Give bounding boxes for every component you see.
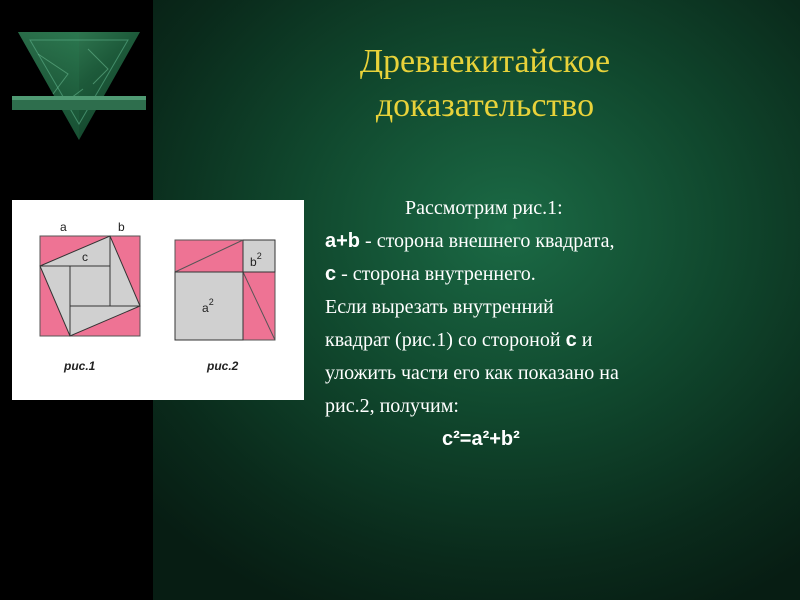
figure-panel: [12, 200, 304, 400]
text-line-5: [325, 324, 795, 357]
text-line-2-rest: - сторона внешнего квадрата,: [360, 230, 615, 252]
fig1-label-a: a: [60, 220, 67, 234]
fig2-caption: рис.2: [207, 359, 239, 373]
text-line-3-rest: - сторона внутреннего.: [336, 263, 536, 285]
text-line-2-bold: a+b: [325, 230, 361, 252]
explanation-text: [325, 192, 795, 456]
green-marble-triangle-icon: [8, 24, 150, 142]
figure-2: [175, 240, 275, 373]
text-line-5-post: и: [576, 329, 593, 351]
text-line-3: [325, 258, 795, 291]
text-line-1: Рассмотрим рис.1:: [405, 197, 563, 219]
pythagorean-formula: c²=a²+b²: [442, 428, 520, 450]
fig2-label-b2: $b^2$: [250, 251, 262, 269]
fig1-label-c: c: [82, 250, 88, 264]
title-line-2: доказательство: [375, 87, 595, 124]
fig1-label-b: b: [118, 220, 125, 234]
text-line-7: рис.2, получим:: [325, 395, 459, 417]
fig2-label-a2: $a^2$: [202, 297, 214, 315]
text-line-6: уложить части его как показано на: [325, 362, 619, 384]
fig1-caption: рис.1: [64, 359, 96, 373]
text-line-5-pre: квадрат (рис.1) со стороной: [325, 329, 566, 351]
title-line-1: Древнекитайское: [359, 43, 611, 80]
slide-title: [170, 40, 800, 128]
text-line-4: Если вырезать внутренний: [325, 296, 554, 318]
text-line-2: [325, 225, 795, 258]
text-line-3-bold: c: [325, 263, 337, 285]
figure-1: [40, 220, 140, 373]
text-line-5-bold: c: [565, 329, 577, 351]
proof-figures: [12, 200, 304, 400]
